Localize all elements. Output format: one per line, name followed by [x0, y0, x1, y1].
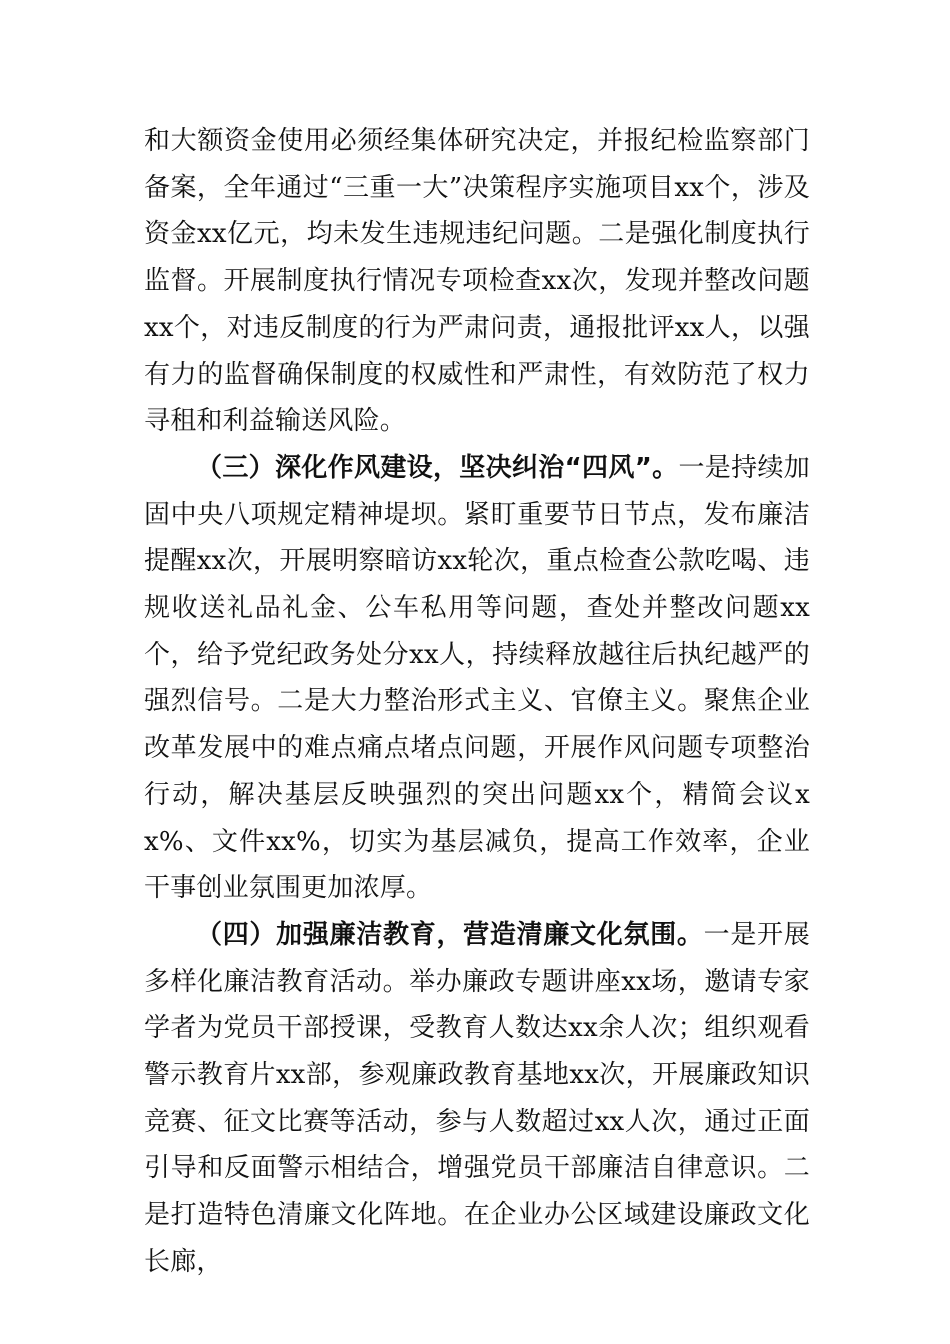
paragraph-continuation	[144, 118, 810, 445]
paragraph-section-4	[144, 912, 810, 1286]
section-heading: （四）加强廉洁教育，营造清廉文化氛围。	[196, 919, 704, 950]
section-heading: （三）深化作风建设，坚决纠治“四风”。	[196, 452, 679, 483]
paragraph-body: 一是开展多样化廉洁教育活动。举办廉政专题讲座xx场，邀请专家学者为党员干部授课，受教育人数达xx余人次；组织观看警示教育片xx部，参观廉政教育基地xx次，开展廉政知识竞赛、征文比赛等活动，参与人数超过xx人次，通过正面引导和反面警示相结合，增强党员干部廉洁自律意识。二是打造特色清廉文化阵地。在企业办公区域建设廉政文化长廊，	[144, 919, 810, 1277]
paragraph-body: 和大额资金使用必须经集体研究决定，并报纪检监察部门备案，全年通过“三重一大”决策程序实施项目xx个，涉及资金xx亿元，均未发生违规违纪问题。二是强化制度执行监督。开展制度执行情况专项检查xx次，发现并整改问题xx个，对违反制度的行为严肃问责，通报批评xx人，以强有力的监督确保制度的权威性和严肃性，有效防范了权力寻租和利益输送风险。	[144, 126, 810, 437]
paragraph-body: 一是持续加固中央八项规定精神堤坝。紧盯重要节日节点，发布廉洁提醒xx次，开展明察暗访xx轮次，重点检查公款吃喝、违规收送礼品礼金、公车私用等问题，查处并整改问题xx个，给予党纪政务处分xx人，持续释放越往后执纪越严的强烈信号。二是大力整治形式主义、官僚主义。聚焦企业改革发展中的难点痛点堵点问题，开展作风问题专项整治行动，解决基层反映强烈的突出问题xx个，精简会议xx%、文件xx%，切实为基层减负，提高工作效率，企业干事创业氛围更加浓厚。	[144, 452, 810, 904]
paragraph-section-3	[144, 445, 810, 912]
